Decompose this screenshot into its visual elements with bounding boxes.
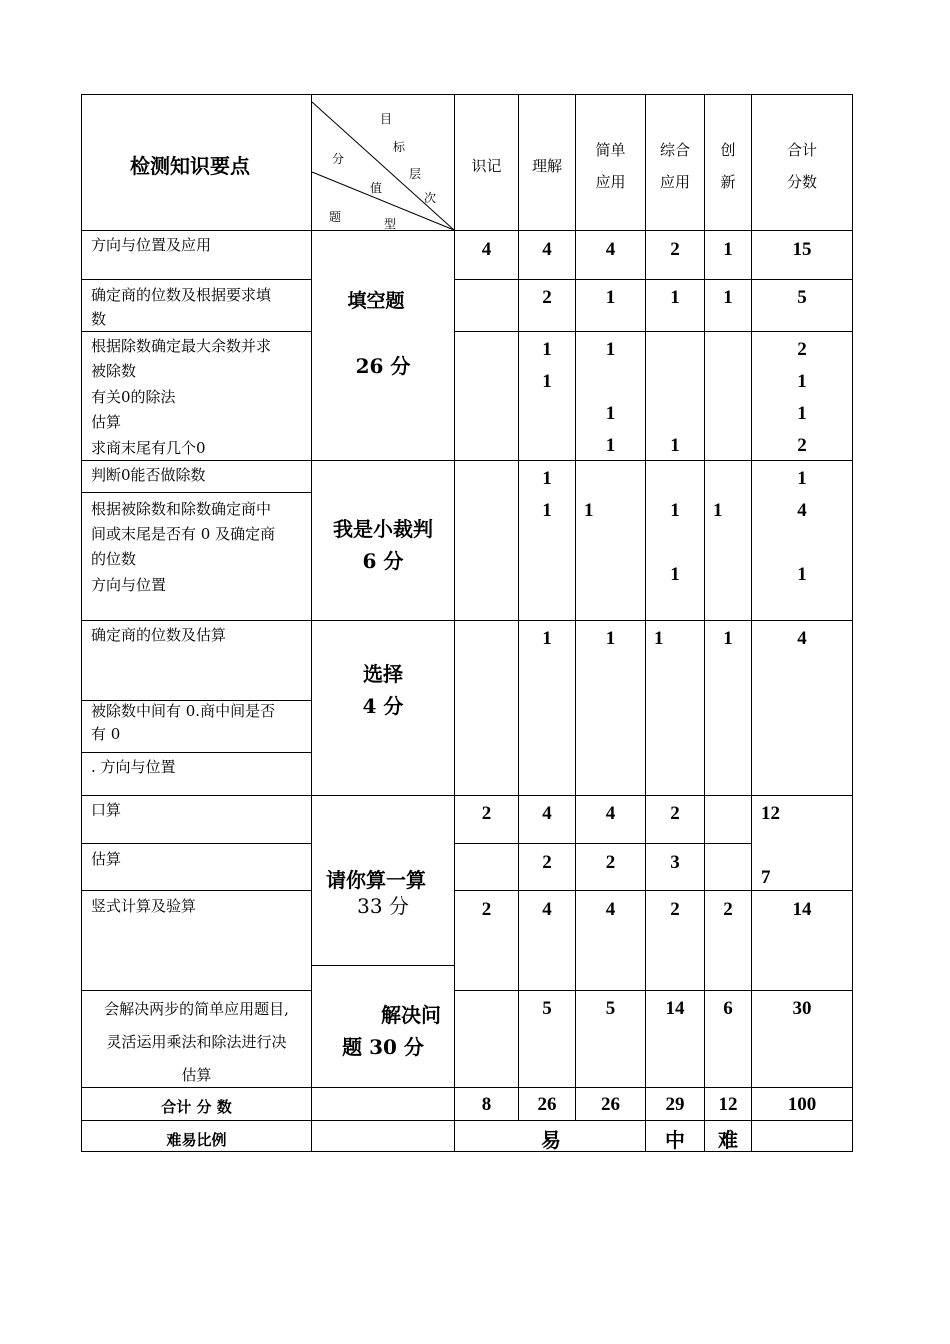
difficulty-hard: 难 — [718, 1128, 738, 1152]
cell-value: 2 — [481, 899, 492, 920]
row-line — [81, 795, 853, 796]
total-value: 8 — [481, 1094, 492, 1115]
cell-value: 2 — [605, 852, 616, 873]
row-line — [81, 843, 311, 844]
cell-value: 1 — [670, 287, 680, 308]
type-fill-blank: 填空题 — [347, 290, 405, 312]
cell-value: 1 — [723, 239, 733, 260]
cell-value: 1 — [605, 403, 616, 424]
cell-value: 1 — [584, 500, 594, 521]
type-choose: 选择 — [363, 662, 403, 686]
cell-value: 7 — [761, 867, 771, 888]
difficulty-medium: 中 — [665, 1128, 685, 1152]
topic-text: 估算 — [91, 850, 122, 868]
header-total: 分数 — [786, 173, 817, 191]
cell-value: 1 — [605, 287, 616, 308]
diag-label: 型 — [384, 217, 397, 231]
cell-value: 2 — [797, 339, 807, 360]
type-solve: 解决问 — [381, 1003, 441, 1027]
cell-value: 1 — [605, 339, 616, 360]
cell-value: 4 — [797, 628, 807, 649]
topic-text: 竖式计算及验算 — [91, 897, 197, 915]
diag-label: 分 — [332, 152, 345, 166]
cell-value: 1 — [723, 287, 733, 308]
cell-value: 4 — [605, 899, 616, 920]
cell-value: 1 — [542, 371, 552, 392]
header-create: 新 — [720, 173, 736, 191]
type-calc: 请你算一算 — [326, 868, 426, 892]
cell-value: 2 — [481, 803, 492, 824]
header-understand: 理解 — [531, 157, 562, 175]
cell-value: 14 — [792, 899, 812, 920]
type-fill-blank-score: 26 分 — [355, 354, 411, 378]
type-calc-score: 33 分 — [357, 894, 409, 918]
topic-text: 灵活运用乘法和除法进行决 — [106, 1033, 287, 1051]
cell-value: 1 — [542, 500, 552, 521]
cell-value: 12 — [761, 803, 780, 824]
table-border — [81, 94, 82, 1152]
row-line — [81, 230, 853, 231]
cell-value: 1 — [542, 339, 552, 360]
cell-value: 2 — [723, 899, 733, 920]
cell-value: 2 — [670, 239, 680, 260]
cell-value: 4 — [542, 239, 552, 260]
diag-label: 次 — [424, 191, 437, 205]
header-comprehensive: 应用 — [659, 173, 690, 191]
topic-text: 间或末尾是否有 0 及确定商 — [91, 525, 276, 543]
type-judge-score: 6 分 — [362, 549, 404, 573]
row-line — [81, 990, 311, 991]
topic-text: 会解决两步的简单应用题目, — [104, 1000, 289, 1018]
difficulty-label: 难易比例 — [166, 1131, 227, 1149]
total-value: 26 — [537, 1094, 557, 1115]
cell-value: 6 — [723, 998, 733, 1019]
cell-value: 30 — [792, 998, 812, 1019]
row-line — [454, 331, 853, 332]
cell-value: 1 — [605, 628, 616, 649]
topic-text: 估算 — [181, 1066, 212, 1084]
cell-value: 4 — [605, 803, 616, 824]
row-line — [454, 843, 752, 844]
cell-value: 1 — [797, 564, 807, 585]
topic-text: 数 — [91, 310, 107, 328]
cell-value: 1 — [542, 468, 552, 489]
row-line — [81, 492, 311, 493]
row-line — [454, 279, 853, 280]
total-value: 29 — [665, 1094, 685, 1115]
row-line — [81, 331, 311, 332]
cell-value: 4 — [797, 500, 807, 521]
cell-value: 5 — [797, 287, 807, 308]
cell-value: 2 — [797, 435, 807, 456]
cell-value: 1 — [670, 564, 680, 585]
row-line — [81, 279, 311, 280]
header-create: 创 — [720, 141, 736, 159]
topic-text: 根据除数确定最大余数并求 — [91, 337, 272, 355]
cell-value: 1 — [670, 435, 680, 456]
topic-text: 根据被除数和除数确定商中 — [91, 500, 272, 518]
difficulty-easy: 易 — [541, 1128, 561, 1152]
header-total: 合计 — [786, 141, 817, 159]
cell-value: 1 — [723, 628, 733, 649]
table-border — [852, 94, 853, 1152]
cell-value: 5 — [605, 998, 616, 1019]
header-simple: 简单 — [595, 141, 626, 159]
topic-text: 被除数中间有 0.商中间是否 — [91, 702, 276, 720]
topic-text: 判断0能否做除数 — [91, 466, 206, 484]
header-simple: 应用 — [595, 173, 626, 191]
type-solve-score: 题 30 分 — [342, 1035, 424, 1059]
row-line — [454, 990, 853, 991]
topic-text: 确定商的位数及估算 — [91, 626, 227, 644]
topic-text: 求商末尾有几个0 — [91, 439, 206, 457]
topic-text: 估算 — [91, 413, 122, 431]
row-line — [311, 965, 455, 966]
row-line — [81, 620, 853, 621]
cell-value: 5 — [542, 998, 552, 1019]
diag-label: 值 — [370, 181, 383, 195]
total-value: 26 — [601, 1094, 620, 1115]
topic-text: 方向与位置 — [91, 576, 167, 594]
row-line — [81, 890, 311, 891]
header-recall: 识记 — [471, 157, 502, 175]
header-comprehensive: 综合 — [659, 141, 690, 159]
cell-value: 1 — [797, 403, 807, 424]
cell-value: 1 — [797, 468, 807, 489]
cell-value: 4 — [542, 899, 552, 920]
cell-value: 1 — [542, 628, 552, 649]
cell-value: 1 — [797, 371, 807, 392]
header-knowledge-points: 检测知识要点 — [130, 154, 250, 178]
topic-text: 被除数 — [91, 362, 137, 380]
type-judge: 我是小裁判 — [333, 517, 433, 541]
topic-text: . 方向与位置 — [91, 758, 176, 776]
topic-text: 有关0的除法 — [91, 388, 176, 406]
cell-value: 2 — [542, 287, 552, 308]
totals-label: 合计 分 数 — [161, 1098, 232, 1116]
total-value: 100 — [787, 1094, 817, 1115]
cell-value: 1 — [670, 500, 680, 521]
cell-value: 1 — [605, 435, 616, 456]
cell-value: 14 — [665, 998, 685, 1019]
topic-text: 的位数 — [91, 550, 137, 568]
cell-value: 2 — [542, 852, 552, 873]
cell-value: 1 — [713, 500, 723, 521]
diag-label: 题 — [329, 210, 342, 224]
type-choose-score: 4 分 — [362, 694, 404, 718]
diag-label: 标 — [393, 140, 406, 154]
topic-text: 有 0 — [91, 725, 121, 743]
table-border — [81, 94, 853, 95]
topic-text: 确定商的位数及根据要求填 — [91, 286, 272, 304]
cell-value: 4 — [542, 803, 552, 824]
cell-value: 1 — [654, 628, 664, 649]
cell-value: 2 — [670, 803, 680, 824]
row-line — [81, 752, 311, 753]
cell-value: 15 — [792, 239, 812, 260]
diag-label: 目 — [380, 112, 393, 126]
total-value: 12 — [718, 1094, 738, 1115]
topic-text: 口算 — [91, 801, 122, 819]
topic-text: 方向与位置及应用 — [91, 236, 212, 254]
cell-value: 2 — [670, 899, 680, 920]
col-line — [311, 94, 312, 1152]
cell-value: 4 — [481, 239, 492, 260]
row-line — [454, 890, 853, 891]
cell-value: 3 — [670, 852, 680, 873]
cell-value: 4 — [605, 239, 616, 260]
diag-label: 层 — [409, 167, 422, 181]
